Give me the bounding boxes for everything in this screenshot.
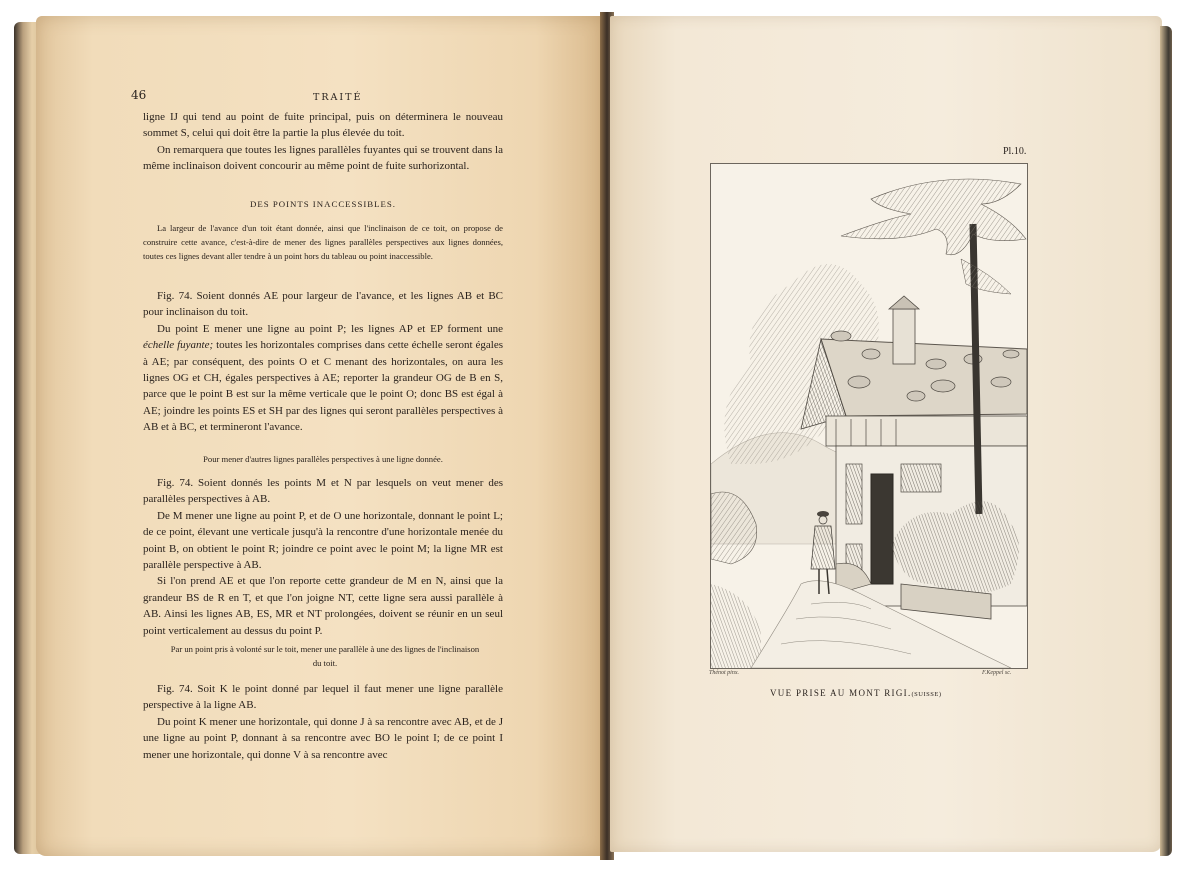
- main-text-block-1: [143, 288, 503, 436]
- engraver-credit: F.Keppel sc.: [982, 670, 1012, 676]
- painter-credit: Thénot pinx.: [709, 670, 739, 676]
- plate-caption: [770, 688, 942, 698]
- engraving-plate: [710, 163, 1028, 669]
- main-text-block-3: [143, 681, 503, 763]
- plate-number: Pl.10.: [1003, 146, 1027, 157]
- problem-statement-3: Par un point pris à volonté sur le toit, mener une parallèle à une des lignes de l'inclinaison du toit.: [170, 644, 480, 668]
- section-heading: DES POINTS INACCESSIBLES.: [250, 199, 396, 209]
- intro-paragraph-2: On remarquera que toutes les lignes parallèles fuyantes qui se trouvent dans la même inclinaison doivent concourir au même point de fuite surhorizontal.: [143, 143, 503, 173]
- problem-statement-1: [143, 222, 503, 263]
- caption-country: (SUISSE): [911, 691, 942, 698]
- fig74-paragraph-a: Fig. 74. Soient donnés AE pour largeur de l'avance, et les lignes AB et BC pour inclinaison du toit.: [143, 290, 503, 319]
- fig74-paragraph-c: Fig. 74. Soit K le point donné par lequel il faut mener une ligne parallèle perspective à la ligne AB.: [143, 683, 503, 712]
- main-text-block-2: [143, 475, 503, 639]
- right-page-edges: [1160, 26, 1172, 856]
- scale-paragraph-part-2: toutes les horizontales comprises dans cette échelle seront égales à AE; par conséquent, des points O et C menant des horizontales, on aura les lignes OG et CH, égales perspectives à AE; reporter la grandeur OG de B en S, parce que le point B est sur la même verticale que le point O; donc BS est égal à AE; joindre les points ES et SH par des lignes qui seront parallèles perspectives à AB et à BC, et termineront l'avance.: [143, 339, 503, 434]
- mountain-chalet-engraving: [711, 164, 1027, 668]
- caption-title: VUE PRISE AU MONT RIGI.: [770, 688, 912, 698]
- intro-paragraph-1: ligne IJ qui tend au point de fuite principal, puis on déterminera le nouveau sommet S, celui qui doit être la partie la plus élevée du toit.: [143, 111, 503, 140]
- scale-paragraph-part-1: Du point E mener une ligne au point P; les lignes AP et EP forment une: [157, 322, 503, 335]
- running-head: TRAITÉ: [313, 92, 363, 103]
- page-number: 46: [131, 88, 147, 102]
- construction-paragraph: De M mener une ligne au point P, et de O une horizontale, donnant le point L; de ce point, élevant une verticale jusqu'à la rencontre d'une horizontale menée du point B, on obtient le point R; joindre ce point avec le point M; la ligne MR est parallèle perspective à AB.: [143, 509, 503, 572]
- final-paragraph: Du point K mener une horizontale, qui donne J à sa rencontre avec AB, et de J une ligne au point P, donnant à sa rencontre avec BO le point I; de ce point I mener une horizontale, qui donne V à sa rencontre avec: [143, 715, 503, 761]
- intro-text: [143, 109, 503, 175]
- problem-1-text: La largeur de l'avance d'un toit étant donnée, ainsi que l'inclinaison de ce toit, on propose de construire cette avance, c'est-à-dire de mener des lignes parallèles perspectives aux lignes données, toutes ces lignes devant aller tendre à un point hors du tableau ou point inaccessible.: [143, 223, 503, 261]
- fig74-paragraph-b: Fig. 74. Soient donnés les points M et N par lesquels on veut mener des parallèles perspectives à AB.: [143, 477, 503, 506]
- parallels-paragraph: Si l'on prend AE et que l'on reporte cette grandeur de M en N, ainsi que la grandeur BS de R en T, et que l'on joigne NT, cette ligne sera aussi parallèle à AB. Ainsi les lignes AB, ES, MR et NT prolongées, doivent se réunir en un seul point verticalement au dessus du point P.: [143, 575, 503, 637]
- scale-paragraph-italic: échelle fuyante;: [143, 339, 214, 352]
- scale-paragraph: [143, 321, 503, 436]
- problem-statement-2: Pour mener d'autres lignes parallèles perspectives à une ligne donnée.: [203, 454, 443, 464]
